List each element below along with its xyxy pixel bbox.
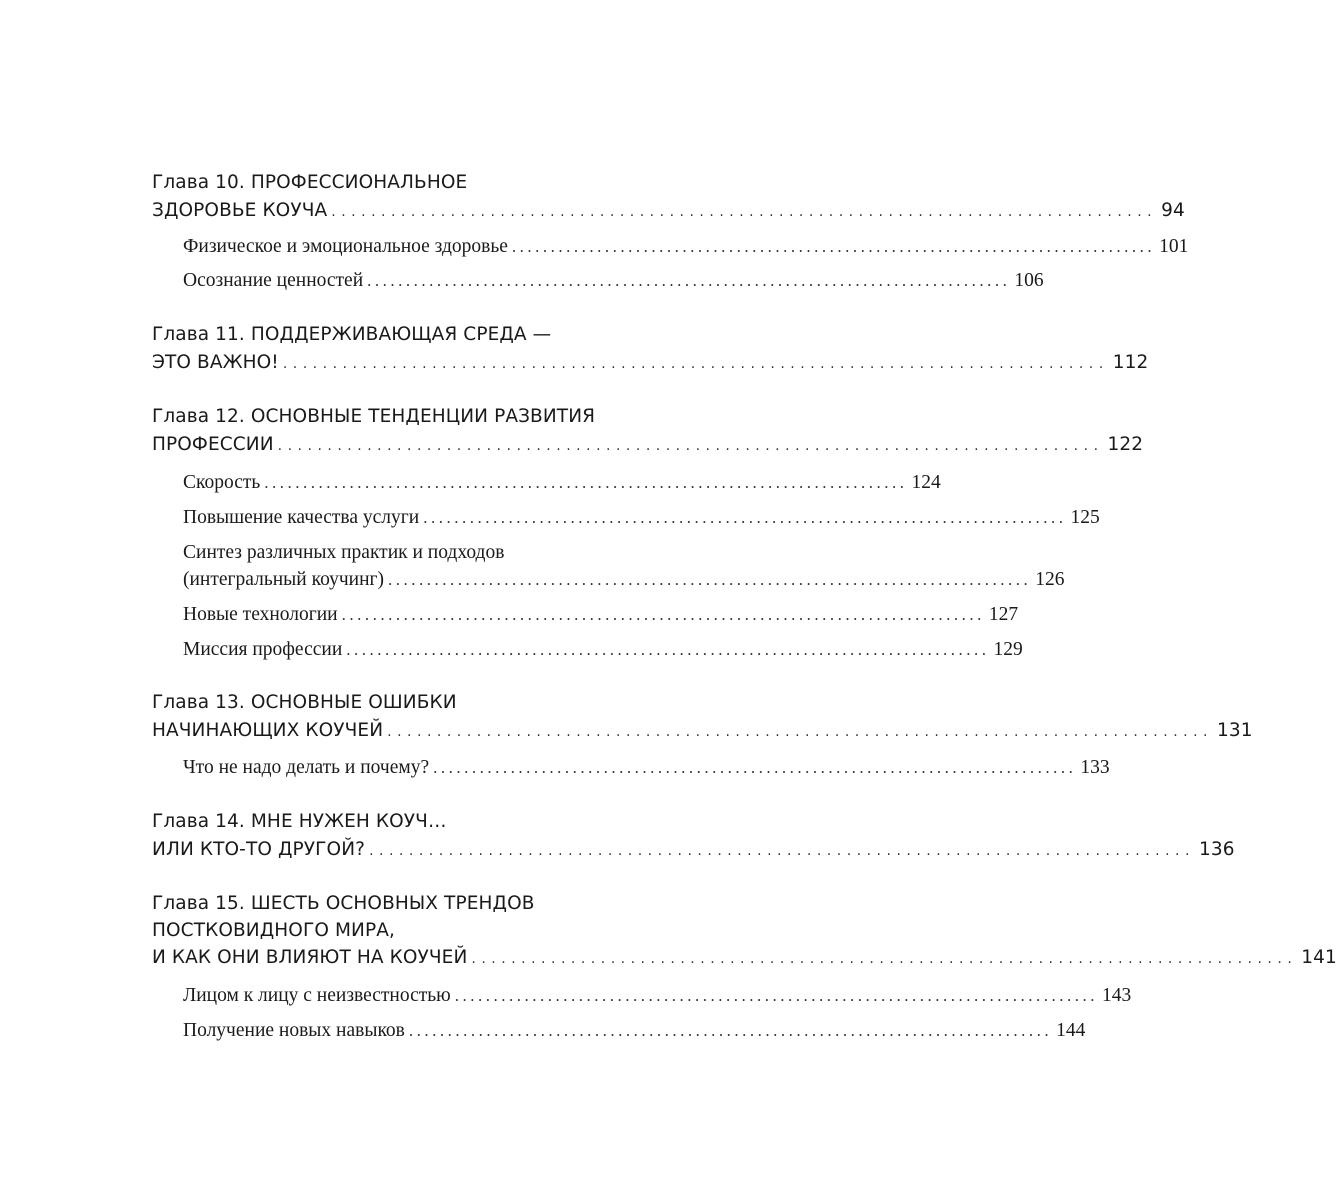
section-title: Осознание ценностей	[183, 270, 364, 291]
page-number: 101	[1159, 236, 1189, 257]
chapter-12-title-line1	[152, 406, 689, 427]
chapter-title: Глава 15. ШЕСТЬ ОСНОВНЫХ ТРЕНДОВ	[152, 893, 535, 914]
page-number: 144	[1056, 1020, 1086, 1041]
section-title: Миссия профессии	[183, 639, 343, 660]
section-title: Скорость	[183, 472, 261, 493]
dot-leader: ...................................................................................	[471, 951, 1298, 967]
chapter-title: Глава 10. ПРОФЕССИОНАЛЬНОЕ	[152, 172, 468, 193]
dot-leader: ...................................................................................	[423, 508, 1067, 527]
chapter-title: НАЧИНАЮЩИХ КОУЧЕЙ	[152, 720, 384, 741]
chapter-15-title-line1	[152, 893, 689, 914]
page-number: 131	[1217, 720, 1253, 741]
dot-leader: ...................................................................................	[341, 605, 985, 624]
section-title: Лицом к лицу с неизвестностью	[183, 985, 451, 1006]
dot-leader: ...................................................................................	[277, 438, 1104, 454]
chapter-11-title-line1	[152, 324, 689, 345]
dot-leader: ...................................................................................	[369, 843, 1195, 859]
section-entry	[183, 1020, 1086, 1042]
section-entry	[183, 270, 1044, 292]
section-title: (интегральный коучинг)	[183, 569, 384, 590]
section-title: Новые технологии	[183, 604, 338, 625]
section-title: Синтез различных практик и подходов	[183, 542, 505, 563]
chapter-10-entry	[152, 200, 1185, 221]
page-number: 112	[1112, 352, 1149, 373]
chapter-13-entry	[152, 720, 1253, 741]
page-number: 124	[911, 472, 941, 493]
section-entry	[183, 985, 1132, 1007]
chapter-title: ЭТО ВАЖНО!	[152, 352, 279, 373]
dot-leader: ...................................................................................	[346, 640, 990, 659]
page-number: 141	[1301, 947, 1337, 968]
section-entry	[183, 639, 1023, 661]
section-entry	[183, 236, 1189, 258]
page-number: 129	[993, 639, 1023, 660]
chapter-14-title-line1	[152, 811, 689, 832]
chapter-title: ЗДОРОВЬЕ КОУЧА	[152, 200, 328, 221]
chapter-15-entry	[152, 947, 1337, 968]
chapter-15-title-line2	[152, 920, 689, 941]
chapter-12-entry	[152, 434, 1144, 455]
dot-leader: ...................................................................................	[367, 271, 1011, 290]
dot-leader: ...................................................................................	[511, 237, 1156, 256]
section-entry	[183, 507, 1100, 529]
chapter-title: ИЛИ КТО-ТО ДРУГОЙ?	[152, 839, 366, 860]
page-number: 127	[988, 604, 1019, 625]
page-number: 143	[1102, 985, 1132, 1006]
chapter-10-title-line1	[152, 172, 689, 193]
section-title: Повышение качества услуги	[183, 507, 420, 528]
dot-leader: ...................................................................................	[408, 1021, 1053, 1040]
chapter-title: Глава 11. ПОДДЕРЖИВАЮЩАЯ СРЕДА —	[152, 324, 552, 345]
section-title: Получение новых навыков	[183, 1020, 405, 1041]
page-number: 133	[1080, 757, 1110, 778]
section-title: Физическое и эмоциональное здоровье	[183, 236, 508, 257]
section-entry	[183, 757, 1110, 779]
chapter-title: ПОСТКОВИДНОГО МИРА,	[152, 920, 395, 941]
section-title: Что не надо делать и почему?	[183, 757, 430, 778]
dot-leader: ...................................................................................	[331, 204, 1158, 220]
dot-leader: ...................................................................................	[387, 724, 1214, 740]
chapter-title: Глава 12. ОСНОВНЫЕ ТЕНДЕНЦИИ РАЗВИТИЯ	[152, 406, 596, 427]
section-title-line1	[183, 542, 689, 564]
dot-leader: ...................................................................................	[454, 986, 1098, 1005]
chapter-14-entry	[152, 839, 1235, 860]
page-number: 106	[1014, 270, 1044, 291]
chapter-title: ПРОФЕССИИ	[152, 434, 274, 455]
dot-leader: ...................................................................................	[264, 473, 908, 492]
dot-leader: ...................................................................................	[433, 758, 1077, 777]
section-entry	[183, 472, 941, 494]
page-number: 136	[1198, 839, 1235, 860]
dot-leader: ...................................................................................	[388, 570, 1032, 589]
chapter-title: Глава 13. ОСНОВНЫЕ ОШИБКИ	[152, 692, 457, 713]
dot-leader: ...................................................................................	[282, 356, 1109, 372]
page-number: 122	[1107, 434, 1144, 455]
chapter-13-title-line1	[152, 692, 689, 713]
section-entry	[183, 604, 1019, 626]
chapter-11-entry	[152, 352, 1149, 373]
section-entry	[183, 569, 1065, 591]
page-number: 125	[1070, 507, 1100, 528]
page-number: 94	[1161, 200, 1185, 221]
chapter-title: И КАК ОНИ ВЛИЯЮТ НА КОУЧЕЙ	[152, 947, 468, 968]
page-number: 126	[1035, 569, 1065, 590]
chapter-title: Глава 14. МНЕ НУЖЕН КОУЧ…	[152, 811, 447, 832]
